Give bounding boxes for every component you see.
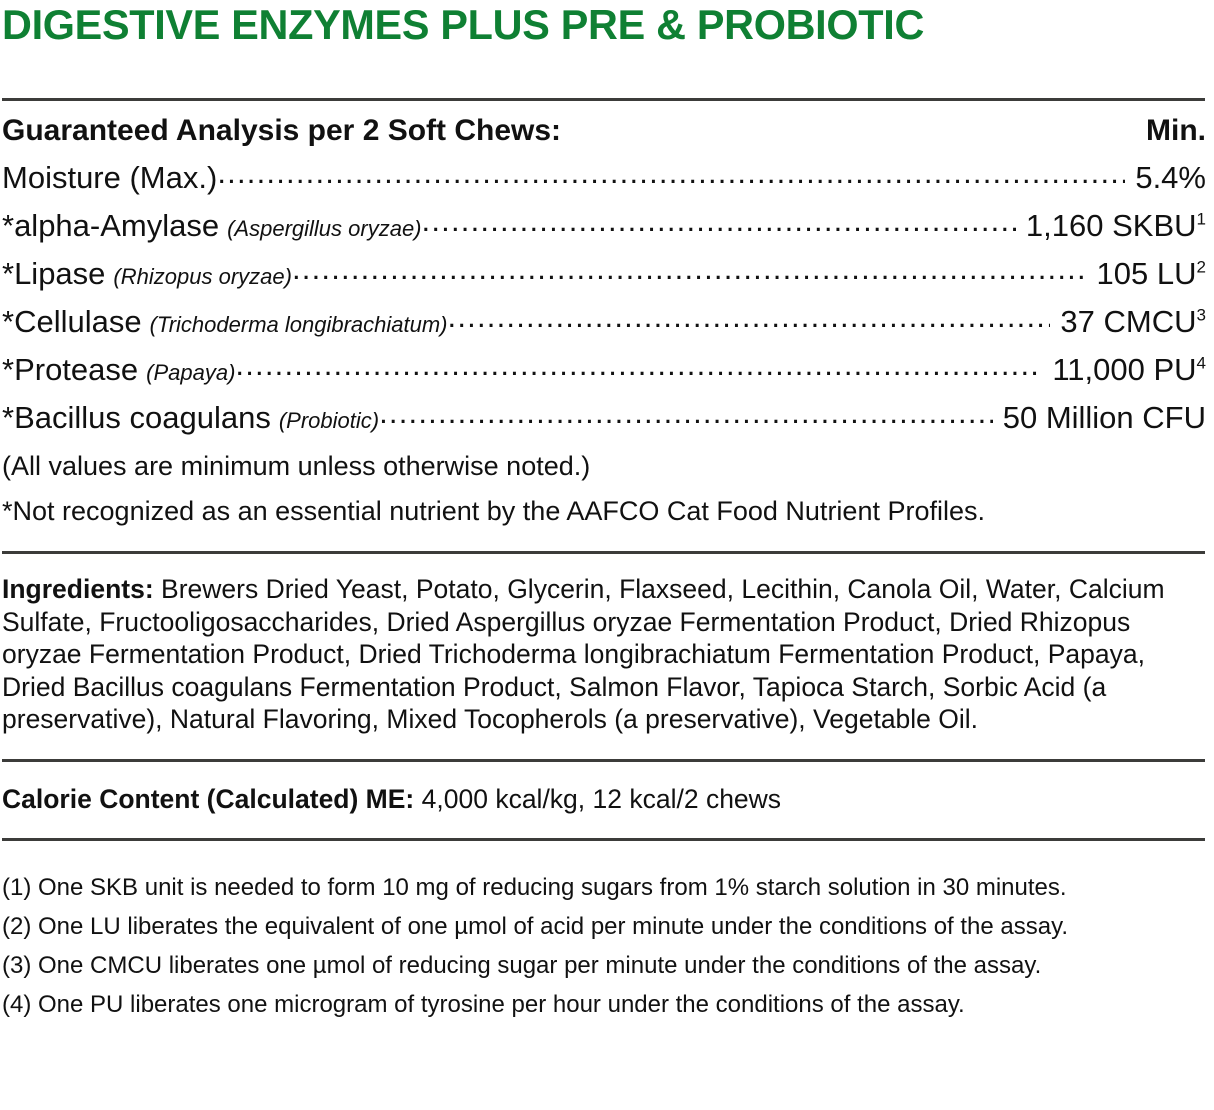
nutrient-value-text: 50 Million CFU: [1002, 400, 1206, 435]
nutrient-value: [1129, 162, 1212, 193]
aafco-note: *Not recognized as an essential nutrient by the AAFCO Cat Food Nutrient Profiles.: [2, 496, 985, 526]
nutrient-value-text: 5.4%: [1135, 160, 1206, 195]
footnote-marker: 4: [1196, 353, 1206, 373]
nutrient-name: *Bacillus coagulans: [2, 400, 271, 435]
nutrient-value-text: 37 CMCU: [1060, 304, 1197, 339]
ingredients-section: [2, 554, 1212, 736]
nutrient-source: (Probiotic): [278, 408, 380, 433]
nutrient-value: [1020, 210, 1212, 241]
calorie-content-value: 4,000 kcal/kg, 12 kcal/2 chews: [421, 783, 782, 814]
table-row: [2, 157, 1212, 205]
nutrient-value: [1091, 258, 1212, 289]
ingredients-label: Ingredients:: [2, 574, 154, 604]
nutrient-value-text: 1,160 SKBU: [1025, 208, 1197, 243]
footnote-marker: 3: [1196, 305, 1206, 325]
nutrient-value-text: 105 LU: [1096, 256, 1197, 291]
nutrient-source: (Trichoderma longibrachiatum): [149, 312, 448, 337]
minimum-values-note: (All values are minimum unless otherwise noted.): [2, 451, 591, 481]
table-row: [2, 349, 1212, 397]
dot-leader: [292, 253, 1087, 284]
table-row: [2, 301, 1212, 349]
calorie-content-label: Calorie Content (Calculated) ME:: [2, 783, 415, 814]
table-row: [2, 397, 1212, 445]
nutrient-name: *Cellulase: [2, 304, 142, 339]
guaranteed-analysis-section: [2, 101, 1212, 525]
nutrient-source: (Aspergillus oryzae): [227, 216, 422, 241]
nutrient-value-text: 11,000 PU: [1052, 352, 1197, 387]
calorie-content-section: [2, 762, 1212, 813]
footnotes-section: [2, 841, 1212, 1032]
dot-leader: [379, 397, 993, 428]
footnote-4: (4) One PU liberates one microgram of tyrosine per hour under the conditions of the assay.: [2, 991, 965, 1019]
guaranteed-analysis-heading-label: Guaranteed Analysis per 2 Soft Chews:: [2, 114, 562, 147]
nutrient-source: (Rhizopus oryzae): [113, 264, 292, 289]
table-row: [2, 205, 1212, 253]
guaranteed-analysis-heading-min: Min.: [1146, 114, 1206, 147]
footnote-marker: 2: [1196, 257, 1206, 277]
nutrient-source: (Papaya): [146, 360, 236, 385]
footnote-3: (3) One CMCU liberates one µmol of reducing sugar per minute under the conditions of the assay.: [2, 952, 1042, 980]
footnote-2: (2) One LU liberates the equivalent of one µmol of acid per minute under the conditions of the assay.: [2, 913, 1068, 941]
nutrient-value: [1046, 354, 1212, 385]
footnote-1: (1) One SKB unit is needed to form 10 mg of reducing sugars from 1% starch solution in 30 minutes.: [2, 874, 1067, 902]
nutrient-name: Moisture (Max.): [2, 160, 218, 195]
dot-leader: [217, 157, 1125, 188]
dot-leader: [235, 349, 1042, 380]
footnote-marker: 1: [1196, 209, 1206, 229]
nutrient-name: *Protease: [2, 352, 139, 387]
guaranteed-analysis-heading: [2, 116, 1212, 157]
nutrient-value: [1054, 306, 1212, 337]
nutrient-value: [997, 402, 1212, 433]
nutrient-name: *alpha-Amylase: [2, 208, 220, 243]
table-row: [2, 253, 1212, 301]
nutrient-name: *Lipase: [2, 256, 106, 291]
ingredients-text: Brewers Dried Yeast, Potato, Glycerin, Flaxseed, Lecithin, Canola Oil, Water, Calcium Sulfate, Fructooligosaccharides, Dried Aspergillus oryzae Fermentation Product, Dried Rhizopus oryzae Fermentation Product, Dried Trichoderma longibrachiatum Fermentation Product, Papaya, Dried Bacillus coagulans Fermentation Product, Salmon Flavor, Tapioca Starch, Sorbic Acid (a preservative), Natural Flavoring, Mixed Tocopherols (a preservative), Vegetable Oil.: [2, 574, 1165, 735]
page-title: DIGESTIVE ENZYMES PLUS PRE & PROBIOTIC: [2, 1, 925, 48]
dot-leader: [448, 301, 1051, 332]
dot-leader: [422, 205, 1016, 236]
